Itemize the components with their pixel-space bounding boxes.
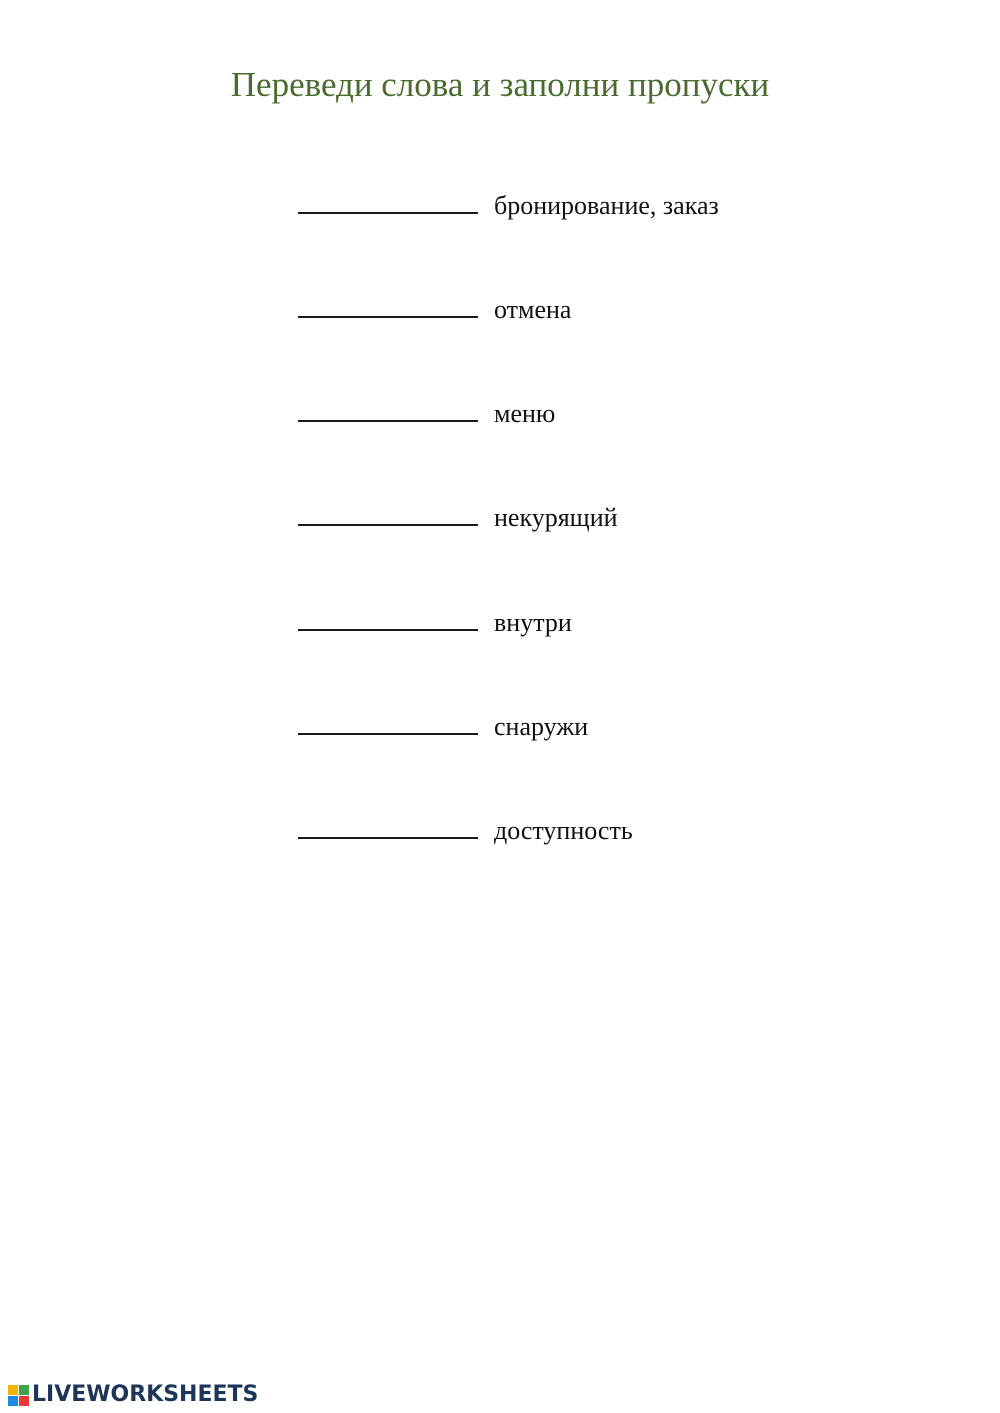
prompt-word: бронирование, заказ [494, 191, 719, 220]
footer-branding [8, 1382, 258, 1408]
worksheet-row [298, 607, 572, 643]
prompt-word: некурящий [494, 503, 618, 532]
prompt-word: доступность [494, 816, 633, 845]
prompt-word: меню [494, 399, 556, 428]
answer-blank[interactable] [298, 192, 478, 214]
brand-name: LIVEWORKSHEETS [32, 1382, 259, 1407]
worksheet-row [298, 190, 719, 226]
worksheet-row [298, 815, 633, 851]
answer-blank[interactable] [298, 400, 478, 422]
answer-blank[interactable] [298, 713, 478, 735]
liveworksheets-logo-icon [8, 1384, 30, 1406]
prompt-word: внутри [494, 608, 572, 637]
worksheet-row [298, 711, 588, 747]
worksheet-row [298, 502, 618, 538]
worksheet-row [298, 398, 555, 434]
worksheet-row [298, 294, 571, 330]
answer-blank[interactable] [298, 817, 478, 839]
answer-blank[interactable] [298, 296, 478, 318]
prompt-word: снаружи [494, 712, 589, 741]
answer-blank[interactable] [298, 609, 478, 631]
page-title: Переведи слова и заполни пропуски [230, 65, 770, 104]
prompt-word: отмена [494, 295, 572, 324]
answer-blank[interactable] [298, 504, 478, 526]
